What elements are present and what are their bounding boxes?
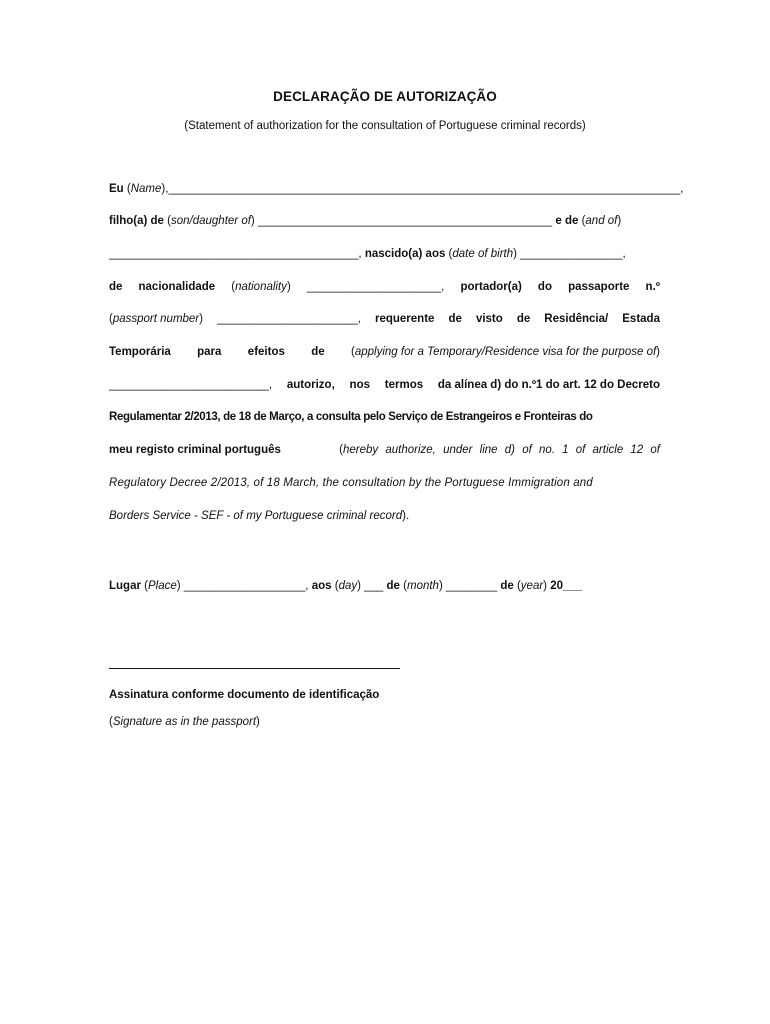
birth-line: _______________________________________, nascido(a) aos (date of birth) ________________, bbox=[109, 248, 626, 260]
passport-line: (passport number) ______________________, requerente de visto de Residência/ Estada bbox=[109, 313, 660, 325]
decree-line: Regulamentar 2/2013, de 18 de Março, a consulta pelo Serviço de Estrangeiros e Fronteiras do bbox=[109, 411, 593, 423]
criminal-record-line: meu registo criminal português (hereby authorize, under line d) of no. 1 of article 12 of bbox=[109, 444, 660, 456]
signature-label: Assinatura conforme documento de identificação bbox=[109, 689, 380, 701]
decree-translation-line: Regulatory Decree 2/2013, of 18 March, the consultation by the Portuguese Immigration and bbox=[109, 477, 593, 489]
authorize-line: _________________________, autorizo, nos termos da alínea d) do n.º1 do art. 12 do Decreto bbox=[109, 379, 660, 391]
name-line: Eu (Name),________________________________________________________________________________, bbox=[109, 183, 684, 195]
nationality-line: de nacionalidade (nationality) _____________________, portador(a) do passaporte n.º bbox=[109, 281, 660, 293]
sef-line: Borders Service - SEF - of my Portuguese criminal record). bbox=[109, 510, 410, 522]
document-title: DECLARAÇÃO DE AUTORIZAÇÃO bbox=[273, 89, 497, 104]
signature-line bbox=[109, 668, 400, 669]
visa-purpose-line: Temporária para efeitos de (applying for a Temporary/Residence visa for the purpose of) bbox=[109, 346, 660, 358]
signature-sublabel: (Signature as in the passport) bbox=[109, 716, 260, 728]
document-subtitle: (Statement of authorization for the consultation of Portuguese criminal records) bbox=[184, 120, 586, 132]
parents-line: filho(a) de (son/daughter of) ______________________________________________ e de (and of) bbox=[109, 215, 622, 227]
place-date-line: Lugar (Place) ___________________, aos (day) ___ de (month) ________ de (year) 20___ bbox=[109, 580, 583, 592]
